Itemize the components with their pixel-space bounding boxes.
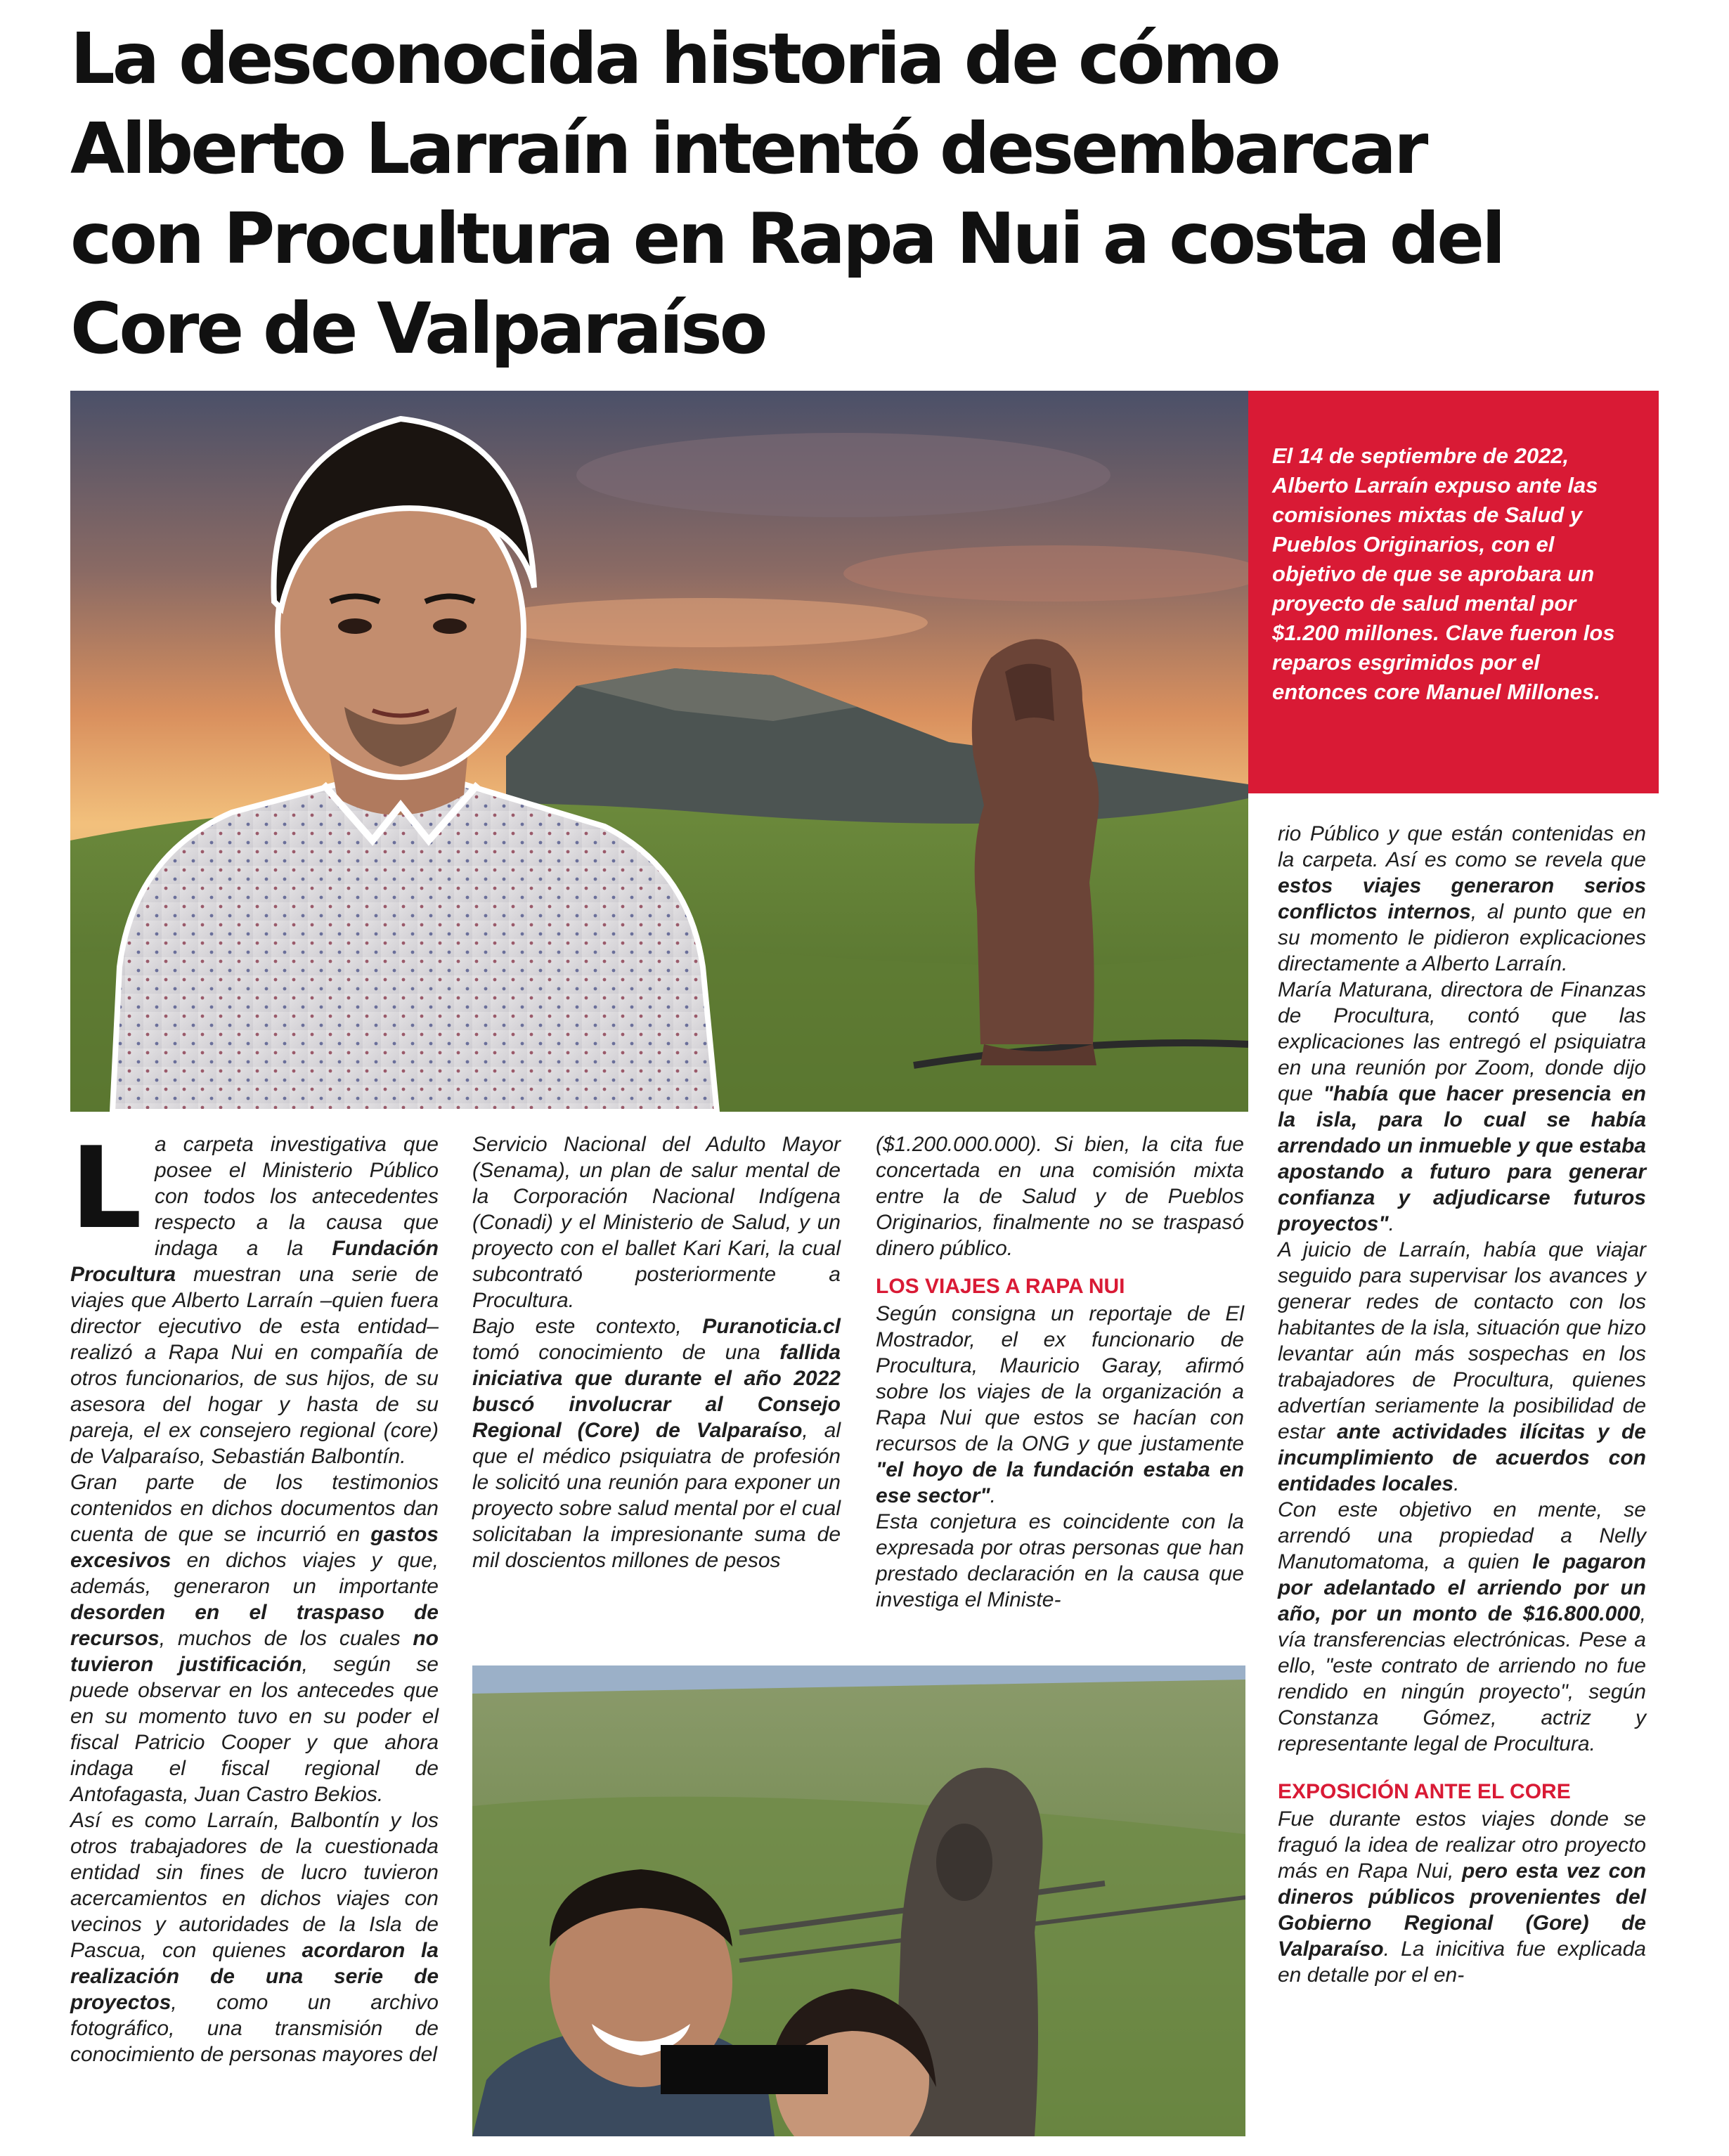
article-column-4 — [1278, 821, 1646, 1988]
text: Fue durante estos viajes donde se fraguó la idea de realizar otro proyecto más en Rapa Nui, — [1278, 1807, 1646, 1883]
paragraph — [472, 1313, 841, 1573]
text: Con este objetivo en mente, se arrendó una propiedad a Nelly Manutomatoma, a quien — [1278, 1498, 1646, 1573]
section-subhead: EXPOSICIÓN ANTE EL CORE — [1278, 1780, 1571, 1803]
text: en dichos viajes y que, además, generaron un importante — [70, 1549, 439, 1598]
text: , al punto que en su momento le pidieron explicaciones directamente a Alberto Larraín. — [1278, 900, 1646, 975]
lead-text: El 14 de septiembre de 2022, Alberto Larraín expuso ante las comisiones mixtas de Salud y Pueblos Originarios, con el objetivo de que se aprobara un proyecto de salud mental por $1.200 millones. Clave fueron los reparos esgrimidos por el entonces core Manuel Millones. — [1272, 443, 1615, 704]
paragraph: Servicio Nacional del Adulto Mayor (Senama), un plan de salur mental de la Corporación Nacional Indígena (Conadi) y el Ministerio de Salud, y un proyecto con el ballet Kari Kari, la cual subcontrató posteriormente a Procultura. — [472, 1133, 841, 1312]
text: . — [990, 1484, 996, 1507]
text: tomó conocimiento de una — [472, 1341, 780, 1364]
emphasis: ante actividades ilícitas y de incumplimiento de acuerdos con entidades locales — [1278, 1420, 1646, 1495]
paragraph — [876, 1301, 1244, 1509]
emphasis: Fundación Procultura — [70, 1237, 439, 1286]
text: Así es como Larraín, Balbontín y los otros trabajadores de la cuestionada entidad sin fines de lucro tuvieron acercamientos en dichos viajes con vecinos y autoridades de la Isla de Pascua, con quienes — [70, 1809, 439, 1962]
emphasis: no tuvieron justificación — [70, 1627, 439, 1676]
text: , vía transferencias electrónicas. Pese a ello, "este contrato de arriendo no fue rendido en ningún proyecto", según Constanza Gómez, actriz y representante legal de Procultura. — [1278, 1602, 1646, 1755]
headline — [70, 14, 1687, 374]
text: , como un archivo fotográfico, una transmisión de conocimiento de personas mayores del — [70, 1991, 439, 2066]
emphasis: "el hoyo de la fundación estaba en ese sector" — [876, 1458, 1244, 1507]
drop-cap: L — [70, 1122, 142, 1254]
censor-bar — [661, 2045, 828, 2094]
headline-line: La desconocida historia de cómo — [70, 18, 1278, 100]
article-column-1 — [70, 1122, 439, 2067]
emphasis: "había que hacer presencia en la isla, para lo cual se había arrendado un inmueble y que estaba apostando a futuro para generar confianza y adjudicarse futuros proyectos" — [1278, 1082, 1647, 1235]
section-subhead: LOS VIAJES A RAPA NUI — [876, 1275, 1125, 1298]
text: , muchos de los cuales — [159, 1627, 413, 1650]
paragraph: Esta conjetura es coincidente con la expresada por otras personas que han prestado declaración en la causa que investiga el Ministe- — [876, 1510, 1244, 1611]
emphasis: Puranoticia.cl — [702, 1315, 841, 1338]
emphasis: fallida iniciativa que durante el año 2022 buscó involucrar al Consejo Regional (Core) de Valparaíso — [472, 1341, 841, 1442]
headline-line: con Procultura en Rapa Nui a costa del — [70, 197, 1503, 280]
emphasis: acordaron la realización de una serie de proyectos — [70, 1939, 439, 2014]
text: a carpeta investigativa que posee el Ministerio Público con todos los antecedentes respecto a la causa que indaga a la — [154, 1133, 439, 1260]
article-column-3 — [876, 1131, 1244, 1613]
paragraph — [1278, 1497, 1646, 1757]
text: A juicio de Larraín, había que viajar seguido para supervisar los avances y generar redes de contacto con los habitantes de la isla, situación que hizo levantar aún más sospechas en los trabajadores de Procultura, quienes advertían seriamente la posibilidad de estar — [1278, 1238, 1646, 1443]
text: María Maturana, directora de Finanzas de Procultura, contó que las explicaciones las entregó el psiquiatra en una reunión por Zoom, donde dijo que — [1278, 978, 1646, 1105]
emphasis: pero esta vez con dineros públicos provenientes del Gobierno Regional (Gore) de Valparaíso — [1278, 1859, 1647, 1961]
text: . — [1388, 1212, 1394, 1235]
paragraph — [70, 1469, 439, 1807]
selfie-illustration — [472, 1665, 1245, 2136]
text: muestran una serie de viajes que Alberto Larraín –quien fuera director ejecutivo de esta entidad– realizó a Rapa Nui en compañía de otros funcionarios, de sus hijos, de su asesora del hogar y hasta de su pareja, el ex consejero regional (core) de Valparaíso, Sebastián Balbontín. — [70, 1263, 439, 1468]
article-column-2 — [472, 1131, 841, 1573]
emphasis: le pagaron por adelantado el arriendo por un año, por un monto de $16.800.000 — [1278, 1550, 1646, 1625]
paragraph — [1278, 821, 1646, 977]
emphasis: estos viajes generaron serios conflictos internos — [1278, 874, 1646, 923]
text: , según se puede observar en los antecedes que en su momento tuvo en su poder el fiscal Patricio Cooper y que ahora indaga el fiscal regional de Antofagasta, Juan Castro Bekios. — [70, 1653, 439, 1806]
text: , al que el médico psiquiatra de profesión le solicitó una reunión para exponer un proyecto sobre salud mental por el cual solicitaban la impresionante suma de mil doscientos millones de pesos — [472, 1419, 841, 1572]
headline-line: Core de Valparaíso — [70, 287, 765, 370]
paragraph: ($1.200.000.000). Si bien, la cita fue concertada en una comisión mixta entre la de Salud y de Pueblos Originarios, finalmente no se traspasó dinero público. — [876, 1133, 1244, 1260]
emphasis: gastos excesivos — [70, 1523, 439, 1572]
selfie-photo — [472, 1665, 1245, 2136]
text: Bajo este contexto, — [472, 1315, 703, 1338]
paragraph — [70, 1807, 439, 2067]
text: Gran parte de los testimonios contenidos en dichos documentos dan cuenta de que se incurrió en — [70, 1471, 439, 1546]
text: . — [1453, 1472, 1460, 1495]
paragraph — [70, 1122, 439, 1469]
headline-line: Alberto Larraín intentó desembarcar — [70, 108, 1426, 190]
paragraph — [1278, 1237, 1646, 1497]
emphasis: desorden en el traspaso de recursos — [70, 1601, 439, 1650]
hero-illustration — [70, 391, 1248, 1112]
text: Según consigna un reportaje de El Mostrador, el ex funcionario de Procultura, Mauricio Garay, afirmó sobre los viajes de la organización a Rapa Nui que estos se hacían con recursos de la ONG y que justamente — [876, 1302, 1244, 1455]
paragraph — [1278, 977, 1646, 1237]
paragraph — [1278, 1806, 1646, 1988]
text: rio Público y que están contenidas en la carpeta. Así es como se revela que — [1278, 822, 1646, 871]
hero-photo — [70, 391, 1248, 1112]
text: . La inicitiva fue explicada en detalle por el en- — [1278, 1937, 1646, 1987]
